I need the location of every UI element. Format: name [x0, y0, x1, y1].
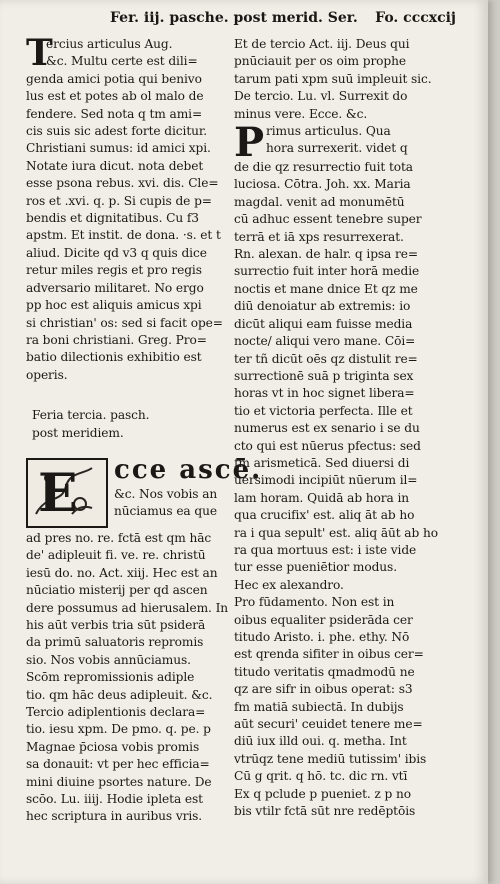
text-line: operis. [26, 367, 68, 382]
text-line: dicūt aliqui eam fuisse media [234, 316, 413, 331]
text-line: titudo Aristo. i. phe. ethy. Nō [234, 630, 410, 644]
heading-line: post meridiem. [32, 425, 124, 440]
paragraph-de-tercio [234, 36, 452, 123]
text-line: terrā et iā xps resurrexerat. [234, 229, 404, 244]
text-line: tarum pati xpm suū impleuit sic. [234, 71, 432, 86]
text-line: oibus equaliter psiderāda cer [234, 612, 413, 627]
running-title: Fer. iij. pasche. post merid. Ser. [110, 10, 358, 26]
text-line: rimus articulus. Qua [266, 124, 391, 139]
text-line: &c. Nos vobis an [114, 486, 218, 501]
text-line: nūciamus ea que [114, 504, 217, 519]
text-line: cū adhuc essent tenebre super [234, 212, 422, 227]
decorated-initial-t: T [26, 32, 53, 74]
text-line: nocte/ aliqui vero mane. Cōi= [234, 334, 416, 349]
text-line: sio. Nos vobis annūciamus. [26, 652, 191, 667]
text-line: Notate iura dicut. nota debet [26, 158, 204, 173]
text-line: genda amici potia qui benivo [26, 71, 202, 86]
text-line: ra qua mortuus est: i iste vide [234, 542, 417, 557]
text-line: hora surrexerit. videt q [266, 141, 408, 156]
text-line: ercius articulus Aug. [46, 37, 173, 51]
paragraph-pro-fundamento [234, 594, 452, 820]
text-line: tio. iesu xpm. De pmo. q. pe. p [26, 722, 211, 737]
text-line: hec scriptura in auribus vris. [26, 809, 203, 824]
text-line: aūt securi' ceuidet tenere me= [234, 717, 423, 732]
text-line: Magnae p̄ciosa vobis promis [26, 739, 200, 754]
page-header [40, 8, 468, 30]
text-line: his aūt verbis tria sūt psiderā [26, 617, 206, 632]
text-line: Ex q pclude p pueniet. z p no [234, 786, 411, 801]
text-line: mini diuine psortes nature. De [26, 774, 212, 789]
text-line: ter tñ dicūt oēs qz distulit re= [234, 351, 418, 366]
text-line: tur esse pueniētior modus. [234, 560, 397, 575]
text-line: qz are sifr in oibus operat: s3 [234, 682, 413, 697]
text-line: fendere. Sed nota q tm ami= [26, 106, 203, 121]
text-line: Pro fūdamento. Non est in [234, 595, 395, 610]
text-line: pp hoc est aliquis amicus xpi [26, 298, 202, 313]
text-line: Scōm repromissionis adiple [26, 670, 195, 685]
right-column [234, 36, 452, 820]
text-line: dere possumus ad hierusalem. In [26, 600, 229, 615]
text-line: diū denoiatur ab extremis: io [234, 299, 411, 314]
text-line: minus vere. Ecce. &c. [234, 106, 368, 121]
text-line: ra boni christiani. Greg. Pro= [26, 332, 207, 347]
text-line: sa donauit: vt per hec efficia= [26, 757, 210, 772]
text-line: esse psona rebus. xvi. dis. Cle= [26, 176, 219, 191]
text-line: &c. Multu certe est dili= [46, 54, 198, 69]
text-line: Hec ex alexandro. [234, 577, 344, 592]
text-line: retur miles regis et pro regis [26, 263, 202, 278]
text-line: iesū do. no. Act. xiij. Hec est an [26, 565, 218, 580]
text-line: nūciatio misterij per qd ascen [26, 583, 208, 598]
text-line: fm arismeticā. Sed diuersi di [234, 455, 410, 470]
text-line: vtrūqz tene mediū tutissim' ibis [234, 751, 427, 766]
heading-line: Feria tercia. pasch. [32, 408, 150, 423]
decorated-initial-p: P [234, 119, 264, 167]
text-line: diū iux illd oui. q. metha. Int [234, 734, 407, 749]
text-line: De tercio. Lu. vl. Surrexit do [234, 89, 408, 104]
text-line: bis vtilr fctā sūt nre redēptōis [234, 804, 416, 819]
text-line: Rn. alexan. de halr. q ipsa re= [234, 247, 418, 262]
folio-number: Fo. cccxcij [375, 10, 456, 26]
text-line: cto qui est nūerus pfectus: sed [234, 438, 421, 453]
text-line: da primū saluatoris repromis [26, 635, 204, 650]
text-line: aliud. Dicite qd v3 q quis dice [26, 245, 207, 260]
incipit-word: cce ascē. [114, 454, 263, 485]
text-line: luciosa. Cōtra. Joh. xx. Maria [234, 177, 411, 192]
text-line: ra i qua sepult' est. aliq āūt ab ho [234, 525, 438, 540]
initial-letter: E [38, 462, 78, 524]
text-line: cis suis sic adest forte dicitur. [26, 124, 208, 139]
text-line: noctis et mane dnice Et qz me [234, 281, 418, 296]
text-line: si christian' os: sed si facit ope= [26, 315, 223, 330]
text-line: lam horam. Quidā ab hora in [234, 490, 410, 505]
text-line: Cū g qrit. q hō. tc. dic rn. vtī [234, 769, 408, 784]
text-line: uersimodi incipiūt nūerum il= [234, 473, 418, 488]
text-line: ad pres no. re. fctā est qm hāc [26, 530, 212, 545]
left-column [26, 32, 263, 826]
text-line: de die qz resurrectio fuit tota [234, 160, 413, 175]
text-line: surrectionē suā p triginta sex [234, 368, 414, 383]
text-line: Christiani sumus: id amici xpi. [26, 141, 211, 156]
paragraph-articulus-tercius [26, 32, 231, 384]
text-line: bendis et dignitatibus. Cu f3 [26, 211, 199, 226]
text-line: fm matiā subiectā. In dubijs [234, 699, 404, 714]
text-line: de' adipleuit fi. ve. re. christū [26, 548, 206, 563]
text-line: est qrenda sifiter in oibus cer= [234, 647, 424, 662]
ornamental-initial-e [26, 458, 108, 528]
paragraph-primus-articulus [234, 119, 452, 594]
section-heading [26, 407, 231, 442]
text-line: lus est et potes ab ol malo de [26, 89, 204, 104]
text-line: Tercio adiplentionis declara= [26, 705, 206, 719]
text-line: scōo. Lu. iiij. Hodie ipleta est [26, 792, 203, 807]
text-line: surrectio fuit inter horā medie [234, 264, 420, 279]
text-line: apstm. Et instit. de dona. ·s. et t [26, 228, 221, 243]
text-line: horas vt in hoc signet libera= [234, 386, 415, 401]
paragraph-ecce-ascendimus [26, 454, 263, 826]
text-line: numerus est ex senario i se du [234, 421, 420, 436]
text-line: adversario militaret. No ergo [26, 280, 204, 295]
text-line: titudo veritatis qmadmodū ne [234, 664, 415, 679]
text-line: qua crucifix' est. aliq āt ab ho [234, 508, 415, 523]
text-line: pnūciauit per os oim prophe [234, 54, 406, 69]
text-line: batio dilectionis exhibitio est [26, 350, 202, 365]
text-line: tio. qm hāc deus adipleuit. &c. [26, 687, 213, 702]
text-line: magdal. venit ad monumētū [234, 194, 405, 209]
text-line: Et de tercio Act. iij. Deus qui [234, 37, 410, 51]
text-line: ros et .xvi. q. p. Si cupis de p= [26, 193, 212, 208]
text-line: tio et victoria perfecta. Ille et [234, 403, 413, 418]
